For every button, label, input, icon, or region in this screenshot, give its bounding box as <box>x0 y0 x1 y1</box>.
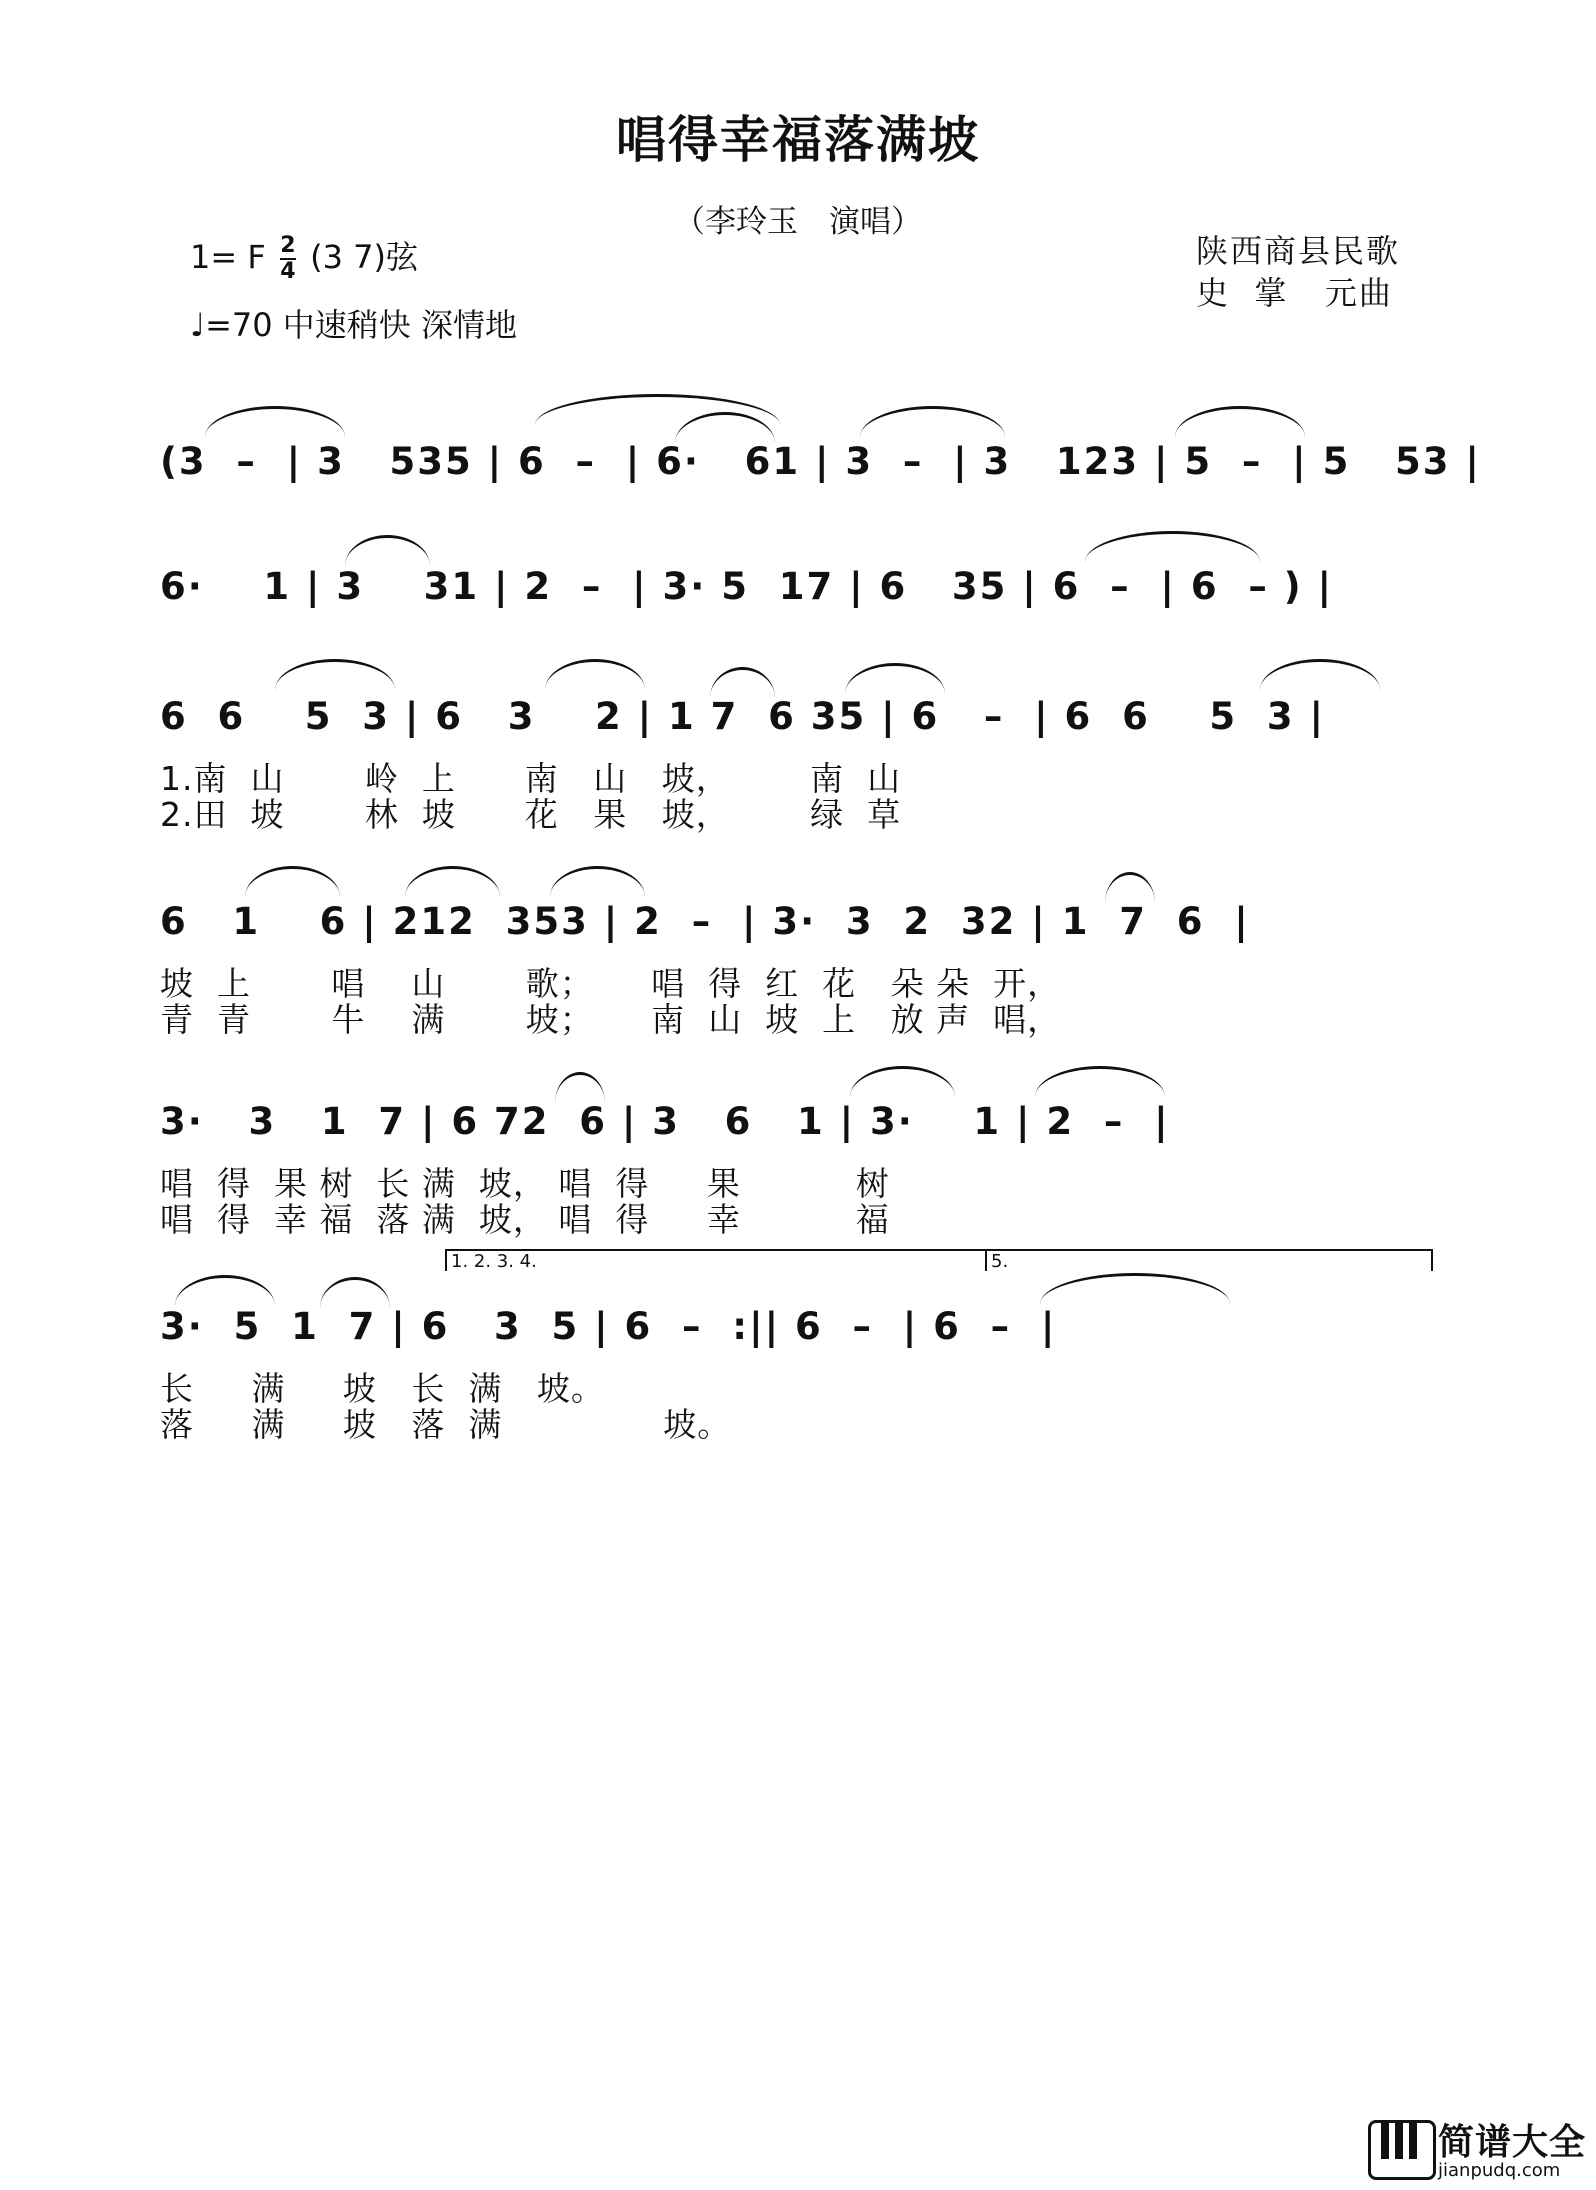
slur <box>555 1072 605 1103</box>
notation-line-2: 6· 1 | 3 31 | 2 – | 3· 5 17 | 6 35 | 6 – | 6 – ) | <box>160 565 1334 608</box>
slur <box>860 406 1005 437</box>
lyrics-verse-2: 唱 得 幸 福 落 满 坡， 唱 得 幸 福 <box>160 1200 890 1239</box>
slur <box>245 866 340 897</box>
time-sig-top: 2 <box>280 233 296 258</box>
song-title: 唱得幸福落满坡 <box>616 111 980 169</box>
notation-line-5: 3· 3 1 7 | 6 72 6 | 3 6 1 | 3· 1 | 2 – | <box>160 1100 1170 1143</box>
credits <box>1196 230 1400 314</box>
lyrics-verse-1: 唱 得 果 树 长 满 坡， 唱 得 果 树 <box>160 1164 890 1203</box>
arranger: 史 掌 元曲 <box>1195 274 1393 312</box>
slur <box>545 659 645 690</box>
time-sig-bottom: 4 <box>280 259 296 284</box>
lyrics-verse-2: 2.田 坡 林 坡 花 果 坡， 绿 草 <box>160 795 902 834</box>
slur <box>850 1066 955 1097</box>
key-and-time-signature <box>190 232 418 283</box>
tempo-marking: ♩=70 中速稍快 深情地 <box>190 306 517 344</box>
time-signature <box>280 235 296 283</box>
notation-line-1: (3 – | 3 535 | 6 – | 6· 61 | 3 – | 3 123 | 5 – | 5 53 | <box>160 440 1481 483</box>
slur <box>345 535 430 566</box>
first-ending-bracket: 1. 2. 3. 4. <box>445 1249 986 1271</box>
watermark-name: 简谱大全 <box>1438 2122 1587 2163</box>
notation-line-3: 6 6 5 3 | 6 3 2 | 1 7 6 35 | 6 – | 6 6 5 3 | <box>160 695 1325 738</box>
notation-line-6: 3· 5 1 7 | 6 3 5 | 6 – :|| 6 – | 6 – | <box>160 1305 1057 1348</box>
slur <box>550 866 645 897</box>
lyrics-verse-1: 长 满 坡 长 满 坡。 <box>160 1369 605 1408</box>
slur <box>845 663 945 694</box>
slur <box>1085 531 1260 562</box>
slur <box>1035 1066 1165 1097</box>
site-watermark <box>1368 2114 1588 2184</box>
slur <box>275 659 395 690</box>
lyrics-verse-2: 落 满 坡 落 满 坡。 <box>160 1405 732 1444</box>
lyrics-verse-1: 1.南 山 岭 上 南 山 坡， 南 山 <box>160 759 902 798</box>
slur <box>175 1275 275 1306</box>
slur <box>710 667 775 698</box>
notation-line-4: 6 1 6 | 212 353 | 2 – | 3· 3 2 32 | 1 7 6 | <box>160 900 1250 943</box>
lyrics-verse-1: 坡 上 唱 山 歌； 唱 得 红 花 朵 朵 开， <box>160 964 1062 1003</box>
piano-keys-icon <box>1368 2120 1436 2180</box>
performer-subtitle: （李玲玉 演唱） <box>674 204 922 240</box>
slur <box>320 1277 390 1308</box>
slur <box>1105 872 1155 903</box>
watermark-url: jianpudq.com <box>1438 2160 1561 2181</box>
lyrics-verse-2: 青 青 牛 满 坡； 南 山 坡 上 放 声 唱， <box>160 1000 1062 1039</box>
tuning: (3 7)弦 <box>310 238 418 276</box>
slur <box>1175 406 1305 437</box>
slur <box>1260 659 1380 690</box>
slur <box>405 866 500 897</box>
slur <box>1040 1273 1230 1304</box>
second-ending-bracket: 5. <box>985 1249 1433 1271</box>
slur <box>205 406 345 437</box>
song-origin: 陕西商县民歌 <box>1195 232 1400 270</box>
key-signature: 1= F <box>190 238 266 276</box>
